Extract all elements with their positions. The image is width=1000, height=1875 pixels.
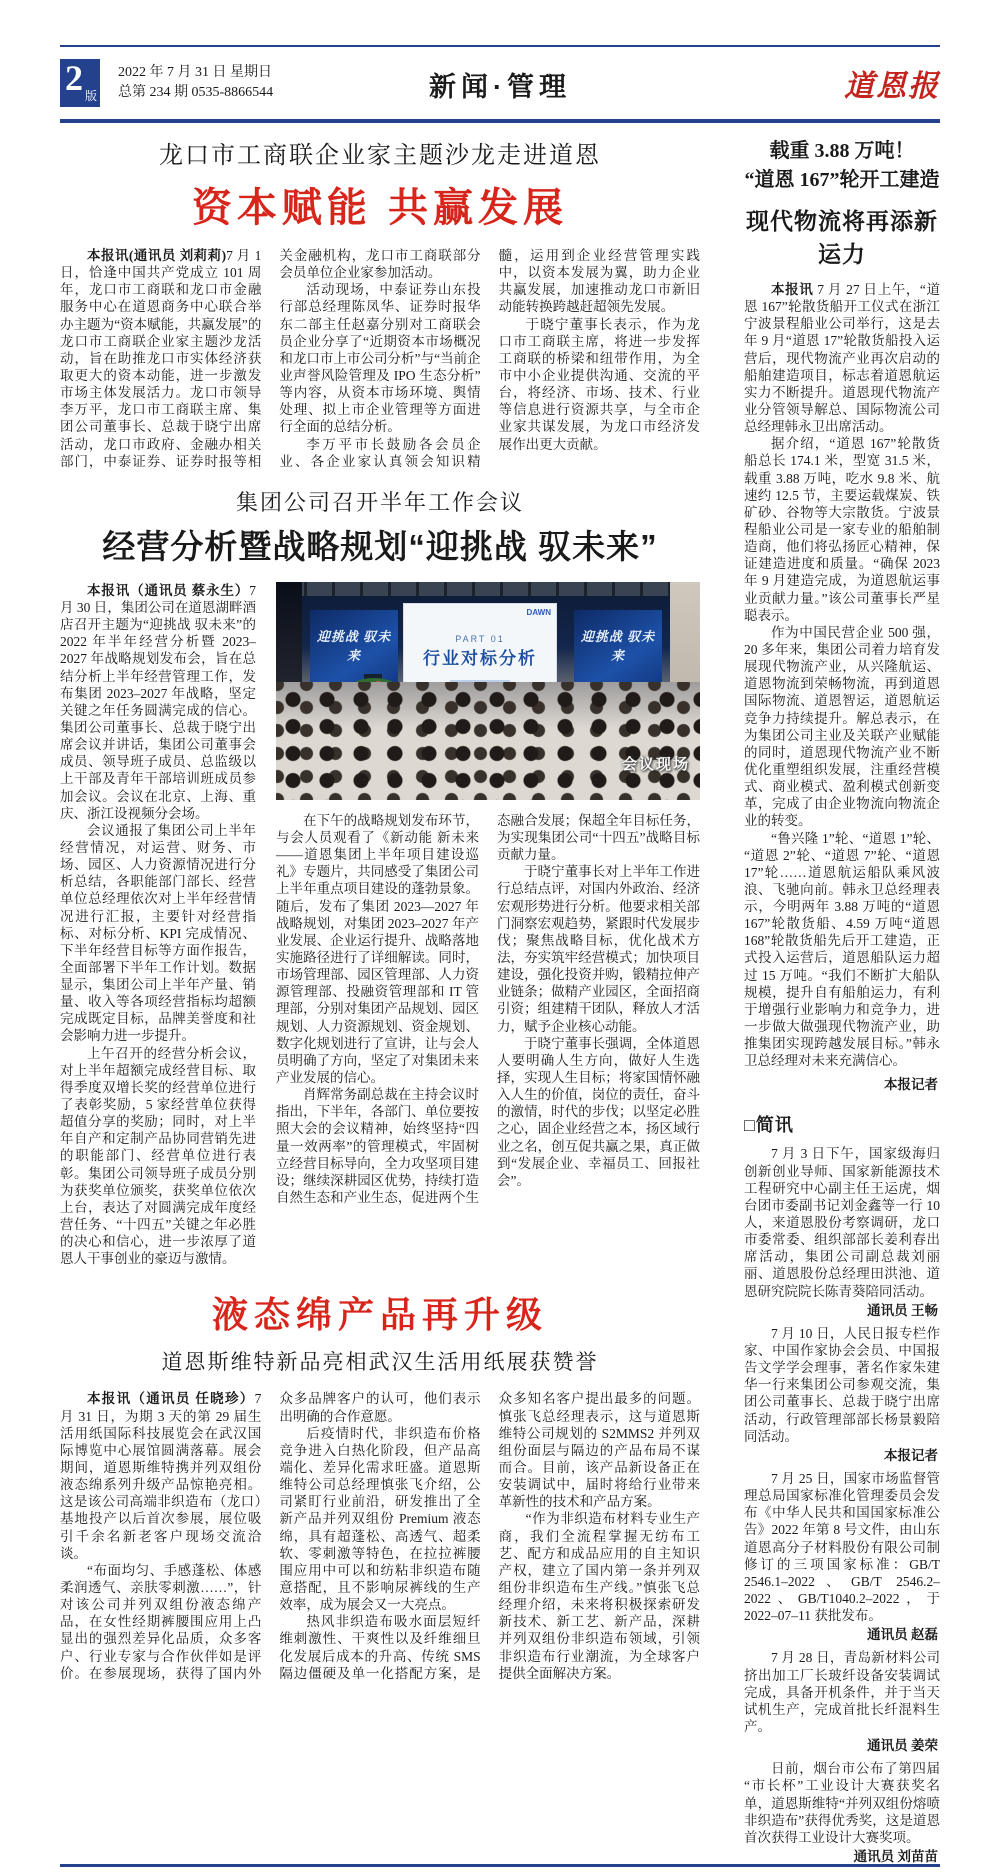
ship-byline: 本报记者 <box>884 1077 938 1093</box>
brief-text: 7 月 10 日，人民日报专栏作家、中国作家协会会员、中国报告文学学会理事，著名作家朱建华一行来集团公司参观交流，集团公司董事长、总裁于晓宁出席活动，行政管理部部长杨景毅陪同活动。 <box>744 1325 940 1444</box>
screen-logo: DAWN <box>526 607 551 617</box>
page-number: 2 <box>65 58 83 98</box>
brief-byline: 本报记者 <box>884 1447 938 1463</box>
paragraph-text: 7 月 1 日，恰逢中国共产党成立 101 周年，龙口市工商联和龙口市金融服务中心在道恩商务中心联合举办主题为“资本赋能，共赢发展”的龙口市工商联企业家主题沙龙活动，旨在助推龙口市实体经济获取更大的资本动能，进一步激发市场主体发展活力。龙口市领导李万平，龙口市工商联主席、集团公司董事长、总裁于晓宁出席活动，龙口市政府、金融办相关部门，中泰证券、证券时报等相关金融机构，龙口市工商联部分会员单位企业家参加活动。 <box>60 248 481 469</box>
briefs-header <box>744 1111 940 1137</box>
issue-line: 总第 234 期 0535-8866544 <box>118 85 274 101</box>
date-line: 2022 年 7 月 31 日 星期日 <box>118 65 272 80</box>
paragraph: 据介绍，“道恩 167”轮散货船总长 174.1 米，型宽 31.5 米，载重 3.88 万吨，吃水 9.8 米、航速约 12.5 节，主要运载煤炭、铁矿砂、谷物等大宗散货。宁波景程船业公司是一家专业的船舶制造商，他们将弘扬匠心精神，保证建造进度和质量。“确保 2023 年 9 月建造完成，为道恩航运事业贡献力量。”该公司董事长严星聪表示。 <box>744 436 940 623</box>
brief-item <box>744 1760 940 1865</box>
paragraph: 活动现场，中泰证券山东投行部总经理陈凤华、证券时报华东二部主任赵嘉分别对工商联会员企业分享了“近期资本市场概况和龙口市上市公司分析”与“当前企业声誉风险管理及 IPO 生态分析”等内容，从资本市场环境、舆情处理、拟上市企业管理等方面进行全面的总结分析。 <box>279 282 481 435</box>
article2-headline: 经营分析暨战略规划“迎挑战 驭未来” <box>102 527 658 565</box>
article2-lower-columns <box>276 812 700 1206</box>
article1-body <box>60 247 700 470</box>
ship-kicker-line2: “道恩 167”轮开工建造 <box>744 169 940 191</box>
brief-byline: 通讯员 刘苗苗 <box>853 1848 938 1864</box>
paper-name-logo: 道恩报 <box>844 70 940 103</box>
paragraph: 上午召开的经营分析会议，对上半年超额完成经营目标、取得季度双增长奖的经营单位进行了表彰奖励，5 家经营单位获得超值分享的奖励；同时，对上半年自产和定制产品协同营销先进的职能部门、经营单位进行表彰。集团公司领导班子成员分别为获奖单位颁奖，获奖单位依次上台，表达了对圆满完成年度经营任务、“十四五”关键之年必胜的决心和信心，进一步浓厚了道恩人干事创业的豪迈与激情。 <box>60 1045 256 1267</box>
paragraph: “布面均匀、手感蓬松、体感柔润透气、亲肤零刺激……”，针对该公司并列双组份液态绵产品，在女性经期裤腰围应用上凸显出的强烈差异化品质，众多客户、行业专家与合作伙伴如是评价。在参展现场，获得了国内外众多品牌客户的认可，他们表示出明确的合作意愿。 <box>60 1391 481 1681</box>
brief-item <box>744 1325 940 1464</box>
article3-subtitle: 道恩斯维特新品亮相武汉生活用纸展获赞誉 <box>161 1350 599 1375</box>
briefs-title: 简讯 <box>755 1115 794 1136</box>
paragraph: 于晓宁董事长表示，作为龙口市工商联主席，将进一步发挥工商联的桥梁和纽带作用，为全市中小企业提供沟通、交流的平台，将经济、市场、技术、行业等信息进行资源共享，与全市企业家共谋发展，为龙口市经济发展作出更大贡献。 <box>498 316 700 452</box>
ship-kicker <box>744 137 940 195</box>
conference-photo <box>276 582 700 800</box>
paragraph: 李万平市长鼓励各会员企业、各企业家认真领会知识精髓，运用到企业经营管理实践中，以资本发展为翼，助力企业共赢发展，加速推动龙口市新旧动能转换跨越赶超领先发展。 <box>279 248 700 469</box>
lead-label: 本报讯（通讯员 任晓珍） <box>87 1391 255 1407</box>
paragraph: 作为中国民营企业 500 强，20 多年来，集团公司着力培育发展现代物流产业，从兴隆航运、道恩物流到荣畅物流，再到道恩国际物流、道恩智运，道恩航运竞争力持续提升。解总表示，在为集团公司主业及关联产业赋能的同时，道恩现代物流产业不断优化重塑组织发展，注重经营模式、商业模式、盈利模式创新变革，完成了由企业物流向物流企业的转变。 <box>744 624 940 829</box>
article1-kicker: 龙口市工商联企业家主题沙龙走进道恩 <box>159 143 601 169</box>
brief-item <box>744 1145 940 1318</box>
page-word: 版 <box>84 89 97 103</box>
photo-caption: 会议现场 <box>621 756 690 773</box>
article3-body <box>60 1390 700 1681</box>
brief-text: 日前，烟台市公布了第四届“市长杯”工业设计大赛获奖名单，道恩斯维特“并列双组份熔喷非织造布”获得优秀奖，这是道恩首次获得工业设计大赛奖项。 <box>744 1761 940 1845</box>
paragraph: 于晓宁董事长强调，全体道恩人要明确人生方向，做好人生选择，实现人生目标；将家国情怀融入人生的价值，岗位的责任，奋斗的激情，时代的步伐；以坚定必胜之心，固企业经营之本，扬区域行业之名，创互促共赢之果，真正做到“发展企业、幸福员工、回报社会”。 <box>497 1035 700 1188</box>
paragraph-text: 7 月 27 日上午，“道恩 167”轮散货船开工仪式在浙江宁波景程船业公司举行，这是去年 9 月“道恩 17”轮散货船投入运营后，现代物流产业再次启动的船舶建造项目，标志着道恩航运实力不断提升。道恩现代物流产业分管领导解总、国际物流公司总经理韩永卫出席活动。 <box>744 282 941 435</box>
lead-label: 本报讯 <box>771 282 814 297</box>
article-ship-construction <box>744 137 940 1093</box>
screen-part-label: PART 01 <box>455 633 505 644</box>
article-half-year-meeting <box>60 486 700 1268</box>
lead-label: 本报讯(通讯员 刘莉莉) <box>87 248 227 263</box>
audience <box>276 682 700 800</box>
section-title: 新闻·管理 <box>429 72 571 102</box>
stage-truss <box>276 582 700 596</box>
article-liquid-cotton <box>60 1287 700 1681</box>
brief-byline: 通讯员 赵磊 <box>867 1627 938 1643</box>
paragraph: 后疫情时代，非织造布价格竞争进入白热化阶段，但产品高端化、差异化需求旺盛。道恩斯维特公司总经理慎张飞介绍，公司紧盯行业前沿，研发推出了全新产品并列双组份 Premium 液态绵，具有超蓬松、高透气、超柔软、零刺激等特色，在拉拉裤腰围应用中可以和纺粘非织造布随意搭配，且不影响尿裤线的生产效率，成为展会又一大亮点。 <box>279 1425 481 1613</box>
paragraph-text: 7 月 31 日，为期 3 天的第 29 届生活用纸国际科技展览会在武汉国际博览中心展馆圆满落幕。展会期间，道恩斯维特携并列双组份液态绵系列升级产品惊艳亮相。这是该公司高端非织造布（龙口）基地投产以后首次参展，展位吸引千余名新老客户现场交流洽谈。 <box>60 1391 262 1561</box>
paragraph <box>60 582 256 822</box>
lead-label: 本报讯（通讯员 蔡永生） <box>87 582 250 598</box>
article2-kicker: 集团公司召开半年工作会议 <box>235 489 524 515</box>
brief-item <box>744 1470 940 1643</box>
screen-title: 行业对标分析 <box>423 648 537 668</box>
ship-headline: 现代物流将再添新运力 <box>746 208 938 267</box>
masthead <box>60 45 940 123</box>
paragraph: “作为非织造布材料专业生产商，我们全流程掌握无纺布工艺、配方和成品应用的自主知识产权，建立了国内第一条并列双组份非织造布生产线。”慎张飞总经理介绍，未来将积极探索研发新技术、新工艺、新产品，深耕并列双组份非织造布领域，引领非织造布行业潮流，为全球客户提供全面解决方案。 <box>498 1511 700 1681</box>
article3-headline: 液态绵产品再升级 <box>211 1294 548 1336</box>
paragraph: 热风非织造布吸水面层短纤维刺激性、干爽性以及纤维细旦化发展后成本的升高、传统 SMS 隔边僵硬及单一化搭配方案，是众多知名客户提出最多的问题。慎张飞总经理表示，这与道恩斯维特公司规划的 S2MMS2 并列双组份面层与隔边的产品布局不谋而合。目前，该产品新设备正在安装调试中，届时将给行业带来革新性的技术和产品方案。 <box>279 1391 700 1681</box>
paragraph: 肖辉常务副总裁在主持会议时指出，下半年，各部门、单位要按照大会的会议精神，始终坚持“四量一效两率”的管理模式，牢固树立经营目标导向，全力攻坚项目建设；继续深耕园区优势，持续打造自然生态和产业生态，促进两个生态融合发展；保超全年目标任务，为实现集团公司“十四五”战略目标贡献力量。 <box>276 812 700 1205</box>
brief-byline: 通讯员 王畅 <box>867 1302 938 1318</box>
paragraph: “鲁兴隆 1”轮、“道恩 1”轮、“道恩 2”轮、“道恩 7”轮、“道恩 17”轮……道恩航运船队乘风波浪、飞驰向前。韩永卫总经理表示，今明两年 3.88 万吨的“道恩 167”轮散货船、4.59 万吨“道恩 168”轮散货船先后开工建造，正式投入运营后，道恩船队运力超过 15 万吨。“我们不断扩大船队规模，提升自有船舶运力，有利于增强行业影响力和竞争力，进一步做大做强现代物流产业，助推集团实现跨越发展目标。”韩永卫总经理对未来充满信心。 <box>744 830 940 1069</box>
paragraph <box>60 1390 261 1561</box>
briefs-section <box>744 1111 940 1865</box>
ship-kicker-line1: 载重 3.88 万吨！ <box>769 140 915 162</box>
paragraph-text: 7 月 30 日，集团公司在道恩湖畔酒店召开主题为“迎挑战 驭未来”的 2022 年半年经营分析暨 2023–2027 年战略规划发布会，旨在总结分析上半年经营管理工作，发布集团 2023–2027 年战略，坚定关键之年任务圆满完成的信心。集团公司董事长、总裁于晓宁出席会议并讲话，集团公司董事会成员、领导班子成员、总监级以上干部及青年干部培训班成员参加会议。会议在北京、上海、重庆、浙江设视频分会场。 <box>60 582 256 821</box>
brief-text: 7 月 25 日，国家市场监督管理总局国家标准化管理委员会发布《中华人民共和国国家标准公告》2022 年第 8 号文件，由山东道恩高分子材料股份有限公司制修订的三项国家标准：GB/T 2546.1–2022、GB/T 2546.2–2022、GB/T1040.2–2022，于 2022–07–11 获批发布。 <box>744 1471 940 1624</box>
brief-byline: 通讯员 姜荣 <box>867 1738 938 1754</box>
paragraph <box>744 281 940 435</box>
article-capital-salon <box>60 135 700 470</box>
brief-text: 7 月 3 日下午，国家级海归创新创业导师、国家新能源技术工程研究中心副主任王运虎，烟台团市委副书记刘金鑫等一行 10 人，来道恩股份考察调研，龙口市委常委、组织部部长姜利春出席活动，集团公司副总裁刘丽丽、道恩股份总经理田洪池、道恩研究院院长陈青葵陪同活动。 <box>744 1146 940 1299</box>
brief-item <box>744 1649 940 1754</box>
top-rule <box>60 45 940 47</box>
bottom-rule <box>60 1864 940 1867</box>
paragraph: 在下午的战略规划发布环节，与会人员观看了《新动能 新未来——道恩集团上半年项目建设巡礼》专题片，共同感受了集团公司上半年重点项目建设的蓬勃景象。随后，发布了集团 2023—2027 年战略规划，对集团 2023–2027 年产业发展、企业运行提升、战略落地实施路径进行了详细解读。同时，市场管理部、园区管理部、人力资源管理部、投融资管理部和 IT 管理部，分别对集团产品规划、园区规划、人力资源规划、资金规划、数字化规划进行了宣讲，让与会人员明确了方向，坚定了对集团未来产业发展的信心。 <box>276 812 479 1085</box>
brief-text: 7 月 28 日，青岛新材料公司挤出加工厂长玻纤设备安装调试完成，具备开机条件，并于当天试机生产，完成首批长纤混料生产。 <box>744 1650 940 1734</box>
article1-headline: 资本赋能 共赢发展 <box>191 186 569 230</box>
square-marker-icon: □ <box>744 1115 756 1136</box>
article2-column1 <box>60 582 256 1268</box>
paragraph: 于晓宁董事长对上半年工作进行总结点评，对国内外政治、经济宏观形势进行分析。他要求相关部门洞察宏观趋势，紧跟时代发展步伐；聚焦战略目标，优化战术方法，夯实筑牢经营模式；加快项目建设，强化投资并购，锻精拉伸产业链条；做精产业园区，全面招商引资；组建精干团队，释放人才活力，赋予企业核心动能。 <box>497 864 700 1034</box>
stage-left-banner: 迎挑战 驭未来 <box>310 610 398 706</box>
ship-body <box>744 281 940 1069</box>
paragraph: 会议通报了集团公司上半年经营情况，对运营、财务、市场、园区、人力资源情况进行分析总结，各职能部门部长、经营单位总经理依次对上半年经营情况进行汇报，主要针对经营指标、对标分析、KPI 完成情况、下半年经营目标等方面作报告，全面部署下半年工作计划。数据显示，集团公司上半年产量、销量、收入等各项经营指标均超额完成既定目标，品牌美誉度和社会影响力进一步提升。 <box>60 822 256 1044</box>
stage-right-banner: 迎挑战 驭未来 <box>574 610 662 706</box>
